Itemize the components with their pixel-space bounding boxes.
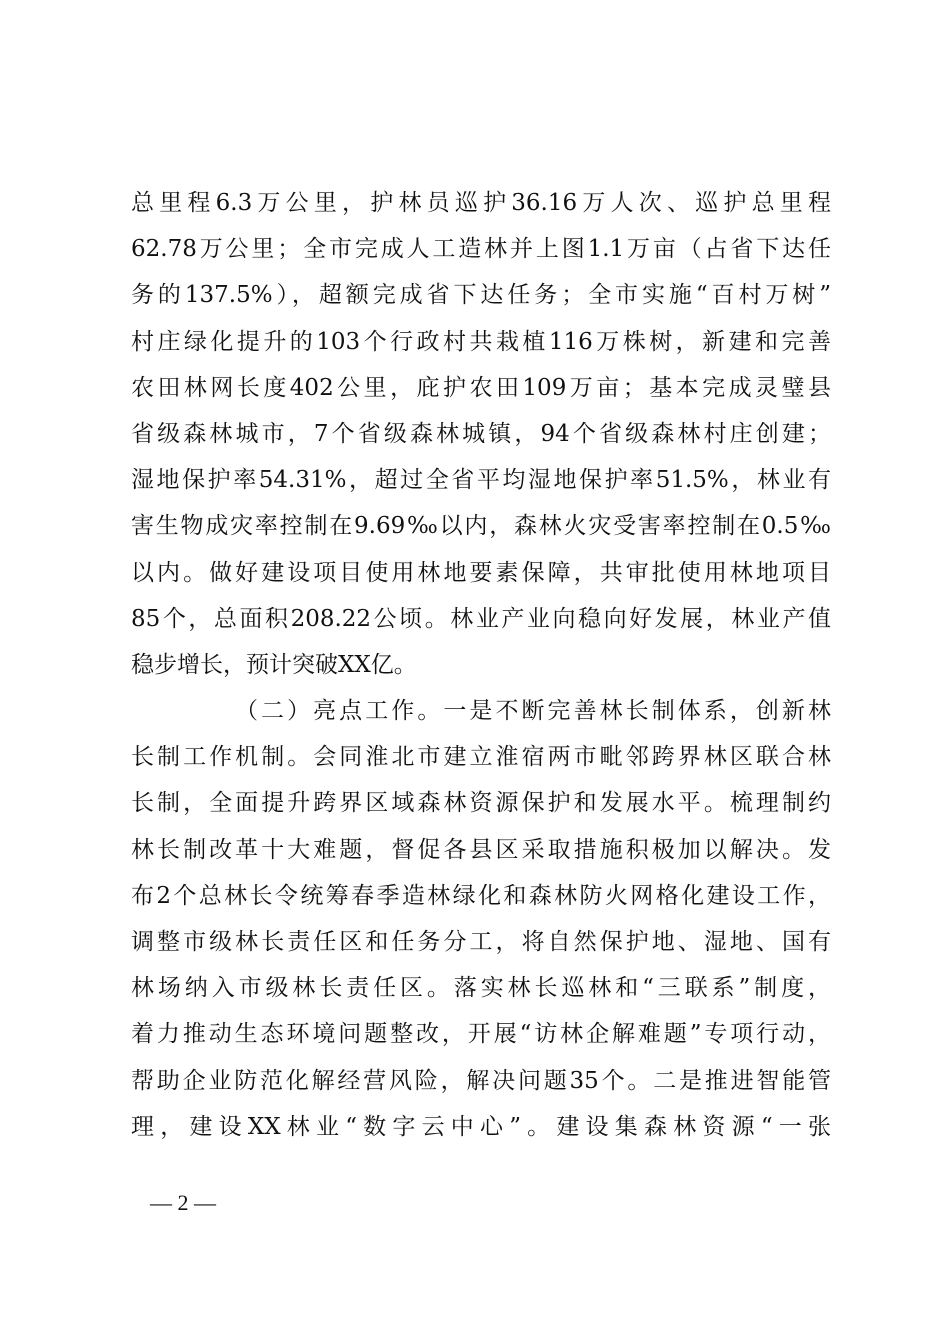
- text-line: 林长制改革十大难题，督促各县区采取措施积极加以解决。发: [131, 836, 831, 863]
- text-line: 着力推动生态环境问题整改，开展“访林企解难题”专项行动，: [131, 1021, 831, 1048]
- text-line: 长制工作机制。会同淮北市建立淮宿两市毗邻跨界林区联合林: [131, 744, 831, 771]
- text-line: （二）亮点工作。一是不断完善林长制体系，创新林: [235, 698, 831, 725]
- text-line: 稳步增长，预计突破XX亿。: [131, 651, 417, 678]
- text-line: 布2个总林长令统筹春季造林绿化和森林防火网格化建设工作，: [131, 882, 831, 909]
- text-line: 理，建设XX林业“数字云中心”。建设集森林资源“一张: [131, 1113, 831, 1140]
- text-line: 村庄绿化提升的103个行政村共栽植116万株树，新建和完善: [131, 328, 831, 355]
- text-line: 长制，全面提升跨界区域森林资源保护和发展水平。梳理制约: [131, 790, 831, 817]
- text-line: 帮助企业防范化解经营风险，解决问题35个。二是推进智能管: [131, 1067, 831, 1094]
- text-line: 以内。做好建设项目使用林地要素保障，共审批使用林地项目: [131, 559, 831, 586]
- document-body: [131, 180, 831, 1150]
- text-line: 85个，总面积208.22公顷。林业产业向稳向好发展，林业产值: [131, 605, 831, 632]
- text-line: 林场纳入市级林长责任区。落实林长巡林和“三联系”制度，: [131, 975, 831, 1002]
- text-line: 省级森林城市，7个省级森林城镇，94个省级森林村庄创建；: [131, 420, 831, 447]
- text-line: 湿地保护率54.31%，超过全省平均湿地保护率51.5%，林业有: [131, 467, 831, 494]
- text-line: 调整市级林长责任区和任务分工，将自然保护地、湿地、国有: [131, 929, 831, 955]
- text-line: 总里程6.3万公里，护林员巡护36.16万人次、巡护总里程: [131, 190, 831, 216]
- text-line: 农田林网长度402公里，庇护农田109万亩；基本完成灵璧县: [131, 374, 831, 401]
- text-line: 62.78万公里；全市完成人工造林并上图1.1万亩（占省下达任: [131, 236, 831, 263]
- page-number: — 2 —: [150, 1190, 216, 1215]
- text-line: 害生物成灾率控制在9.69‰以内，森林火灾受害率控制在0.5‰: [131, 513, 831, 540]
- text-line: 务的137.5%），超额完成省下达任务；全市实施“百村万树”: [131, 282, 831, 309]
